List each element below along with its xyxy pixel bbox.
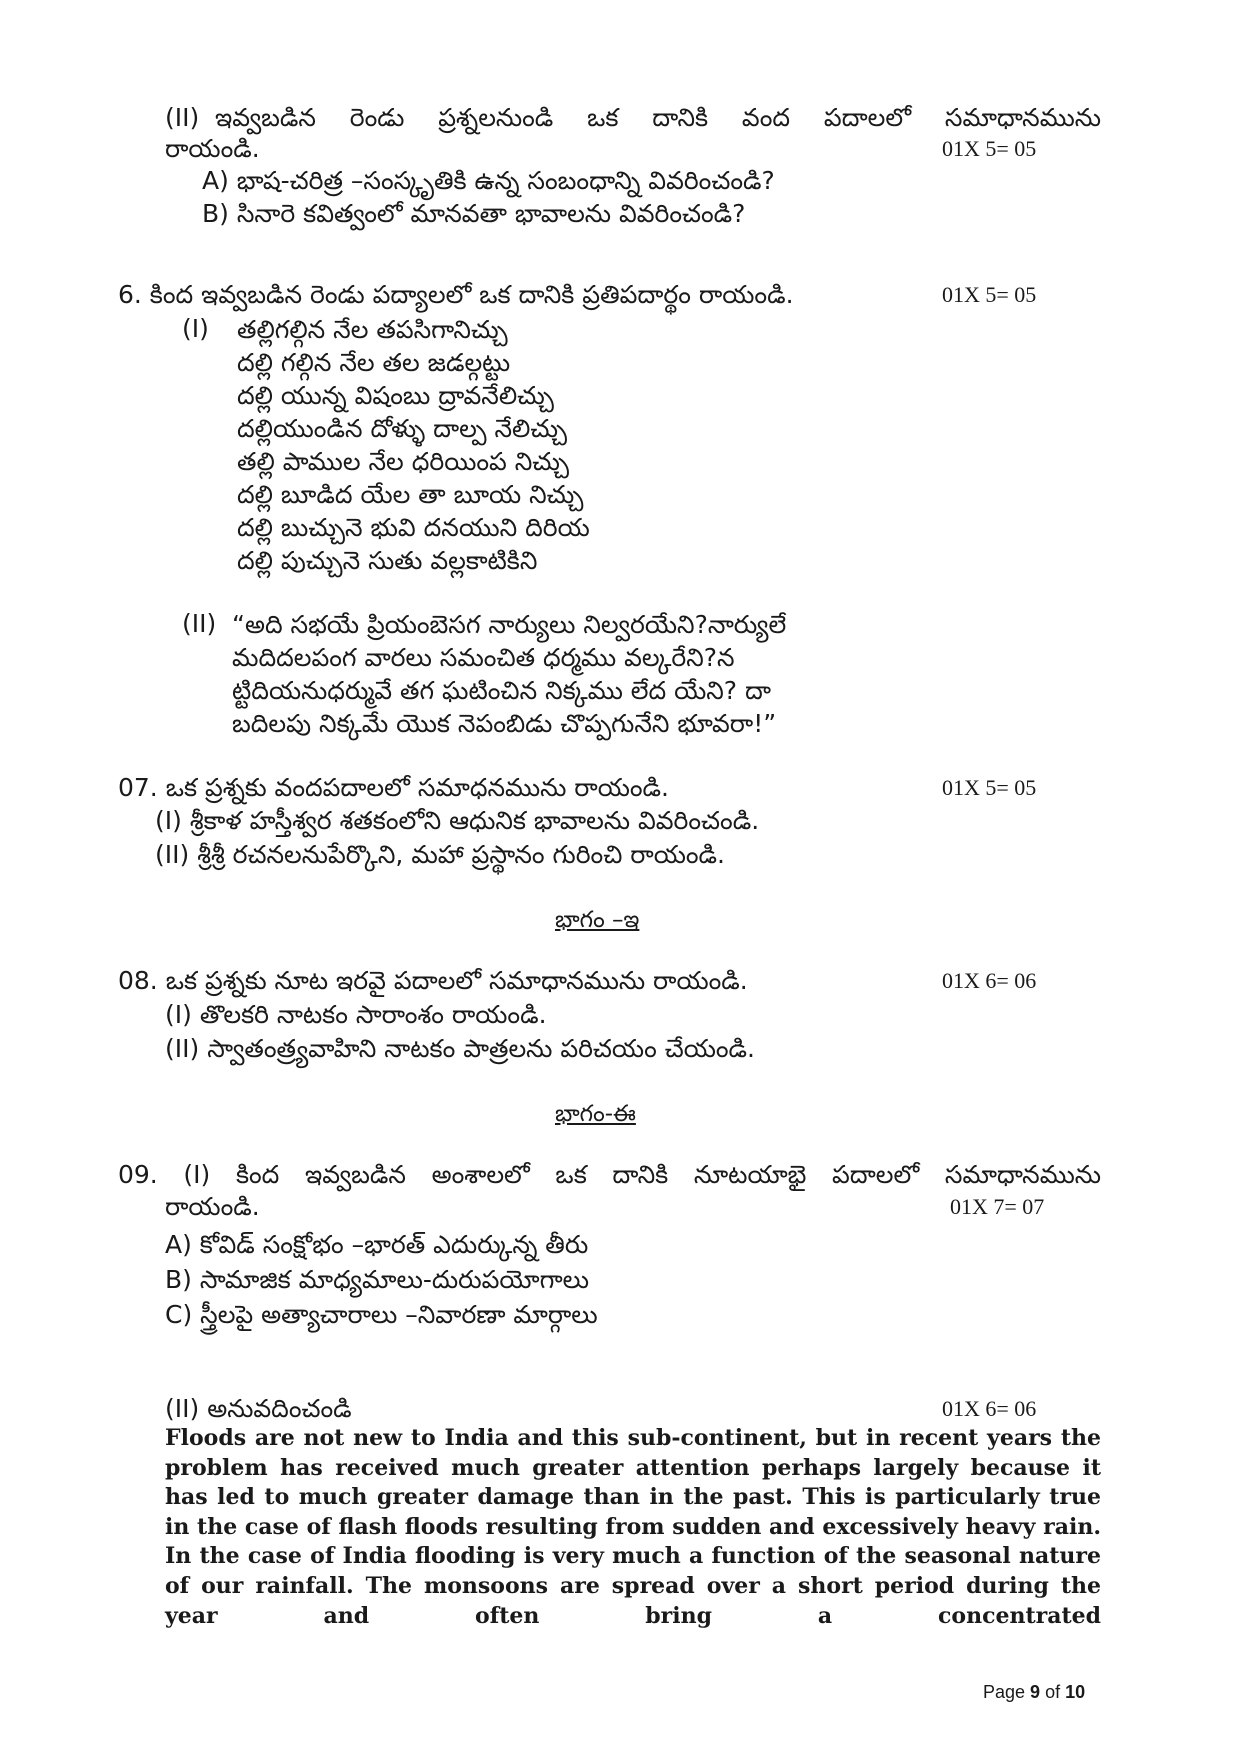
question-9-text-cont: రాయండి.	[165, 1192, 260, 1221]
translate-label: (II) అనువదించండి	[165, 1394, 352, 1423]
question-9-marks: 01X 7= 07	[950, 1194, 1045, 1219]
question-7-option-1: (I) శ్రీకాళ హస్తీశ్వర శతకంలోని ఆధునిక భావాలను వివరించండి.	[155, 806, 760, 835]
section-ii-instruction: ఇవ్వబడిన రెండు ప్రశ్నలనుండి ఒక దానికి వంద పదాలలో సమాధానమును	[215, 103, 1101, 132]
section-ii-option-a: A) భాష-చరిత్ర –సంస్కృతికి ఉన్న సంబంధాన్ని వివరించండి?	[202, 166, 775, 195]
question-8-option-2: (II) స్వాతంత్ర్యవాహిని నాటకం పాత్రలను పరిచయం చేయండి.	[165, 1034, 755, 1063]
poem-line: దల్లియుండిన దోళ్ళు దాల్ప నేలిచ్చు	[237, 414, 568, 443]
poem-line: దల్లి గల్గిన నేల తల జడల్గట్టు	[237, 348, 511, 377]
poem-line: మదిదలపంగ వారలు సమంచిత ధర్మము వల్కరేని?న	[232, 643, 735, 672]
section-ii-option-b: B) సినారె కవిత్వంలో మానవతా భావాలను వివరించండి?	[202, 199, 746, 228]
question-9-text: 09. (I) కింద ఇవ్వబడిన అంశాలలో ఒక దానికి నూటయాభై పదాలలో సమాధానమును	[118, 1160, 1101, 1189]
poem-2-number: (II)	[182, 609, 217, 638]
english-passage: Floods are not new to India and this sub-continent, but in recent years the problem has received much greater attention perhaps largely because it has led to much greater damage than in the past. This is particularly true in the case of flash floods resulting from sudden and excessively heavy rain. In the case of India flooding is very much a function of the seasonal nature of our rainfall. The monsoons are spread over a short period during the year and often bring a concentrated	[165, 1425, 1101, 1629]
question-6-marks: 01X 5= 05	[942, 282, 1037, 307]
section-heading-ee: భాగం-ఈ	[555, 1101, 636, 1127]
poem-line: “అది సభయే ప్రియంబెసగ నార్యులు నిల్వరయేని?నార్యులే	[232, 610, 787, 639]
question-7-text: 07. ఒక ప్రశ్నకు వందపదాలలో సమాధనమును రాయండి.	[118, 773, 669, 802]
translate-marks: 01X 6= 06	[942, 1396, 1037, 1421]
question-9-option-c: C) స్త్రీలపై అత్యాచారాలు –నివారణా మార్గాలు	[165, 1300, 598, 1329]
poem-1	[237, 313, 590, 577]
question-7-marks: 01X 5= 05	[942, 775, 1037, 800]
poem-1-number: (I)	[182, 314, 209, 343]
question-7-option-2: (II) శ్రీశ్రీ రచనలనుపేర్కొని, మహా ప్రస్థానం గురించి రాయండి.	[155, 840, 726, 869]
question-9-option-a: A) కోవిడ్ సంక్షోభం –భారత్ ఎదుర్కున్న తీరు	[165, 1230, 589, 1259]
page-of: of	[1040, 1682, 1066, 1702]
page-total: 10	[1065, 1682, 1086, 1702]
poem-line: దల్లి పుచ్చునె సుతు వల్లకాటికిని	[237, 546, 538, 575]
poem-line: దల్లి బూడిద యేల తా బూయ నిచ్చు	[237, 480, 584, 509]
question-8-marks: 01X 6= 06	[942, 968, 1037, 993]
poem-line: ట్టిదియనుధర్మువే తగ ఘటించిన నిక్కము లేద యేని? దా	[232, 676, 772, 705]
poem-line: తల్లిగల్గిన నేల తపసిగానిచ్చు	[237, 315, 508, 344]
page-current: 9	[1030, 1682, 1041, 1702]
poem-2	[232, 608, 786, 740]
question-9-option-b: B) సామాజిక మాధ్యమాలు-దురుపయోగాలు	[165, 1265, 589, 1294]
section-ii-instruction-cont: రాయండి.	[165, 134, 260, 163]
section-ii-number: (II)	[165, 103, 200, 132]
poem-line: తల్లి పాముల నేల ధరియింప నిచ్చు	[237, 447, 569, 476]
page-number	[983, 1682, 1085, 1703]
section-ii-marks: 01X 5= 05	[942, 136, 1037, 161]
question-8-text: 08. ఒక ప్రశ్నకు నూట ఇరవై పదాలలో సమాధానమును రాయండి.	[118, 966, 748, 995]
question-8-option-1: (I) తొలకరి నాటకం సారాంశం రాయండి.	[165, 1000, 547, 1029]
page-prefix: Page	[983, 1682, 1031, 1702]
poem-line: దల్లి బుచ్చునె భువి దనయుని దిరియ	[237, 513, 590, 542]
section-heading-e: భాగం –ఇ	[555, 907, 640, 933]
poem-line: బదిలపు నిక్కమే యొక నెపంబిడు చొప్పగునేని భూవరా!”	[232, 709, 777, 738]
question-6-text: 6. కింద ఇవ్వబడిన రెండు పద్యాలలో ఒక దానికి ప్రతిపదార్థం రాయండి.	[118, 280, 794, 309]
poem-line: దల్లి యున్న విషంబు ద్రావనేలిచ్చు	[237, 381, 554, 410]
